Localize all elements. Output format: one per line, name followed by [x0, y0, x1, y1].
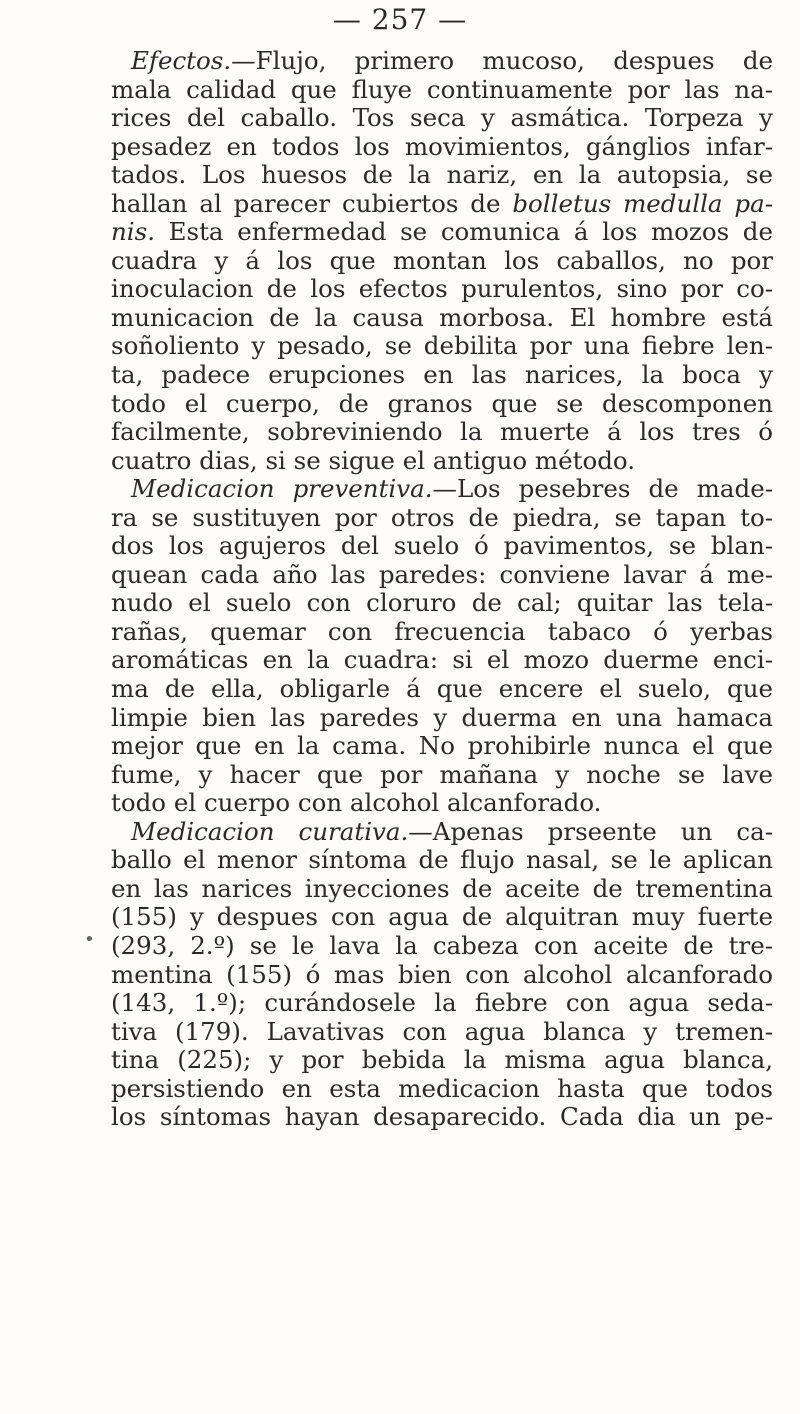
text-segment: mala calidad que fluye continuamente por las na- — [111, 75, 773, 104]
text-line — [111, 875, 773, 904]
text-segment: todo el cuerpo con alcohol alcanforado. — [111, 789, 602, 818]
text-segment: ra se sustituyen por otros de piedra, se tapan to- — [111, 503, 773, 532]
margin-mark: • — [84, 929, 95, 950]
text-segment: municacion de la causa morbosa. El hombre está — [111, 303, 773, 332]
text-segment: tados. Los huesos de la nariz, en la autopsia, se — [111, 161, 773, 190]
text-line — [111, 475, 773, 504]
text-segment: persistiendo en esta medicacion hasta que todos — [111, 1074, 773, 1103]
text-segment: dos los agujeros del suelo ó pavimentos, se blan- — [111, 532, 773, 561]
text-segment: mentina (155) ó mas bien con alcohol alcanforado — [111, 960, 773, 989]
text-segment: limpie bien las paredes y duerma en una hamaca — [111, 703, 773, 732]
text-segment: cuatro dias, si se sigue el antiguo método. — [111, 446, 635, 475]
text-line — [111, 561, 773, 590]
text-line — [111, 704, 773, 733]
text-segment: —Los pesebres de made- — [432, 475, 773, 504]
text-segment: tiva (179). Lavativas con agua blanca y tremen- — [111, 1017, 773, 1046]
text-line — [111, 732, 773, 761]
text-segment: (143, 1.º); curándosele la fiebre con agua seda- — [111, 989, 773, 1018]
italic-text: Efectos. — [131, 47, 232, 75]
text-segment: facilmente, sobreviniendo la muerte á los tres ó — [111, 418, 773, 447]
text-segment: pesadez en todos los movimientos, gánglios infar- — [111, 132, 773, 161]
text-segment: —Flujo, primero mucoso, despues de — [231, 47, 773, 75]
text-line — [111, 818, 773, 847]
italic-text: Medicacion curativa. — [131, 817, 409, 846]
text-segment: los síntomas hayan desaparecido. Cada dia un pe- — [111, 1103, 773, 1132]
text-line — [111, 646, 773, 675]
text-line — [111, 618, 773, 647]
text-line — [111, 332, 773, 361]
text-line — [111, 846, 773, 875]
text-segment: todo el cuerpo, de granos que se descomponen — [111, 389, 773, 418]
text-segment: rañas, quemar con frecuencia tabaco ó yerbas — [111, 617, 773, 646]
text-line — [111, 161, 773, 190]
text-segment: Esta enfermedad se comunica á los mozos de — [154, 218, 773, 247]
text-segment: quean cada año las paredes: conviene lavar á me- — [111, 560, 773, 589]
text-line — [111, 932, 773, 961]
text-line — [111, 675, 773, 704]
text-line — [111, 76, 773, 105]
text-line — [111, 218, 773, 247]
text-segment: mejor que en la cama. No prohibirle nunca el que — [111, 732, 773, 761]
text-line — [111, 761, 773, 790]
text-segment: ta, padece erupciones en las narices, la boca y — [111, 361, 773, 390]
text-line — [111, 390, 773, 419]
text-segment: soñoliento y pesado, se debilita por una fiebre len- — [111, 332, 773, 361]
text-line — [111, 447, 773, 476]
text-segment: tina (225); y por bebida la misma agua blanca, — [111, 1046, 773, 1075]
text-segment: aromáticas en la cuadra: si el mozo duerme enci- — [111, 646, 773, 675]
text-segment: hallan al parecer cubiertos de — [111, 189, 513, 218]
text-segment: fume, y hacer que por mañana y noche se lave — [111, 760, 773, 789]
text-line — [111, 1018, 773, 1047]
text-segment: en las narices inyecciones de aceite de trementina — [111, 874, 773, 903]
text-segment: (155) y despues con agua de alquitran muy fuerte — [111, 903, 773, 932]
text-line — [111, 418, 773, 447]
text-line — [111, 47, 773, 76]
text-segment: nudo el suelo con cloruro de cal; quitar las tela- — [111, 589, 773, 618]
body-text — [111, 47, 773, 1132]
text-line — [111, 589, 773, 618]
text-line — [111, 789, 773, 818]
text-segment: inoculacion de los efectos purulentos, sino por co- — [111, 275, 773, 304]
text-line — [111, 1075, 773, 1104]
text-line — [111, 504, 773, 533]
text-segment: rices del caballo. Tos seca y asmática. Torpeza y — [111, 104, 773, 133]
text-line — [111, 1103, 773, 1132]
text-line — [111, 304, 773, 333]
text-segment: cuadra y á los que montan los caballos, no por — [111, 246, 773, 275]
text-line — [111, 247, 773, 276]
italic-text: nis. — [111, 218, 155, 247]
text-line — [111, 361, 773, 390]
text-segment: ma de ella, obligarle á que encere el suelo, que — [111, 675, 773, 704]
text-line — [111, 1046, 773, 1075]
text-line — [111, 190, 773, 219]
text-line — [111, 989, 773, 1018]
italic-text: bolletus medulla pa- — [512, 189, 773, 218]
text-line — [111, 961, 773, 990]
text-segment: ballo el menor síntoma de flujo nasal, se le aplican — [111, 846, 773, 875]
text-line — [111, 275, 773, 304]
text-line — [111, 903, 773, 932]
text-line — [111, 104, 773, 133]
text-segment: —Apenas prseente un ca- — [408, 817, 773, 846]
text-line — [111, 532, 773, 561]
text-line — [111, 133, 773, 162]
page-number: — 257 — — [332, 3, 468, 36]
text-segment: (293, 2.º) se le lava la cabeza con aceite de tre- — [111, 931, 773, 960]
italic-text: Medicacion preventiva. — [131, 475, 433, 504]
